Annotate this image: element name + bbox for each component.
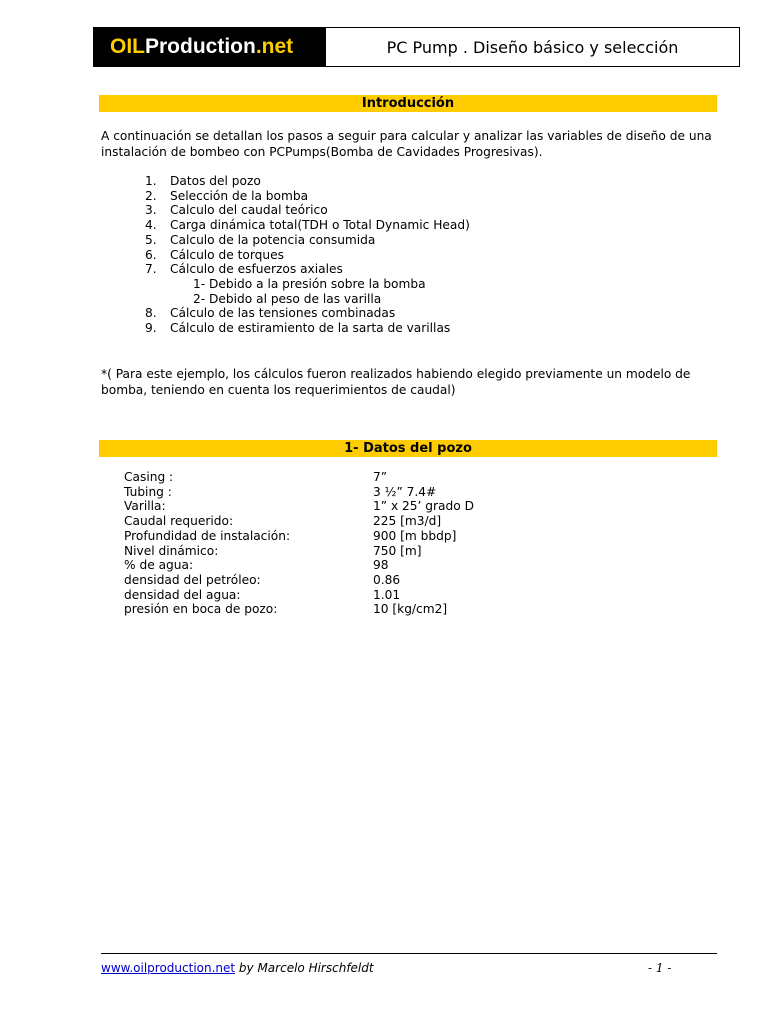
sub-list-item: 2- Debido al peso de las varilla bbox=[193, 291, 382, 306]
table-row: presión en boca de pozo: 10 [kg/cm2] bbox=[124, 602, 448, 617]
well-data-table bbox=[124, 470, 474, 617]
table-row: densidad del petróleo: 0.86 bbox=[124, 572, 401, 587]
table-row: Tubing : 3 ½” 7.4# bbox=[124, 484, 437, 499]
footer-divider bbox=[101, 953, 717, 954]
website-link[interactable]: www.oilproduction.net bbox=[101, 961, 236, 975]
page-footer bbox=[101, 960, 717, 976]
table-row: % de agua: 98 bbox=[124, 558, 389, 573]
logo-net: .net bbox=[255, 35, 294, 58]
well-data-heading: 1- Datos del pozo bbox=[99, 440, 717, 457]
list-item: 6. Cálculo de torques bbox=[145, 247, 284, 262]
example-note: *( Para este ejemplo, los cálculos fueron realizados habiendo elegido previamente un modelo de bomba, teniendo en cuenta los requerimientos de caudal) bbox=[101, 367, 691, 397]
page-header bbox=[93, 27, 740, 67]
intro-paragraph: A continuación se detallan los pasos a seguir para calcular y analizar las variables de diseño de una instalación de bombeo con PCPumps(Bomba de Cavidades Progresivas). bbox=[101, 129, 712, 159]
list-item: 3. Calculo del caudal teórico bbox=[145, 203, 328, 218]
table-row: Caudal requerido: 225 [m3/d] bbox=[124, 514, 442, 529]
logo-oil: OIL bbox=[110, 35, 145, 58]
list-item: 4. Carga dinámica total(TDH o Total Dynamic Head) bbox=[145, 218, 470, 233]
document-title: PC Pump . Diseño básico y selección bbox=[386, 37, 679, 57]
sub-list-item: 1- Debido a la presión sobre la bomba bbox=[193, 276, 426, 291]
table-row: Varilla: 1” x 25’ grado D bbox=[124, 499, 474, 514]
intro-heading: Introducción bbox=[99, 95, 717, 112]
logo-production: Production bbox=[145, 35, 256, 58]
list-item: 5. Calculo de la potencia consumida bbox=[145, 232, 376, 247]
site-logo bbox=[94, 28, 326, 66]
list-item: 7. Cálculo de esfuerzos axiales bbox=[145, 262, 343, 277]
author-byline: by Marcelo Hirschfeldt bbox=[235, 961, 374, 975]
list-item: 1. Datos del pozo bbox=[145, 174, 261, 188]
table-row: Casing : 7” bbox=[124, 470, 388, 484]
list-item: 9. Cálculo de estiramiento de la sarta de varillas bbox=[145, 321, 451, 336]
table-row: Nivel dinámico: 750 [m] bbox=[124, 543, 422, 558]
table-row: densidad del agua: 1.01 bbox=[124, 587, 401, 602]
list-item: 8. Cálculo de las tensiones combinadas bbox=[145, 306, 396, 321]
table-row: Profundidad de instalación: 900 [m bbdp] bbox=[124, 528, 457, 543]
page-number: - 1 - bbox=[648, 961, 672, 975]
list-item: 2. Selección de la bomba bbox=[145, 188, 309, 203]
steps-list bbox=[145, 174, 470, 336]
